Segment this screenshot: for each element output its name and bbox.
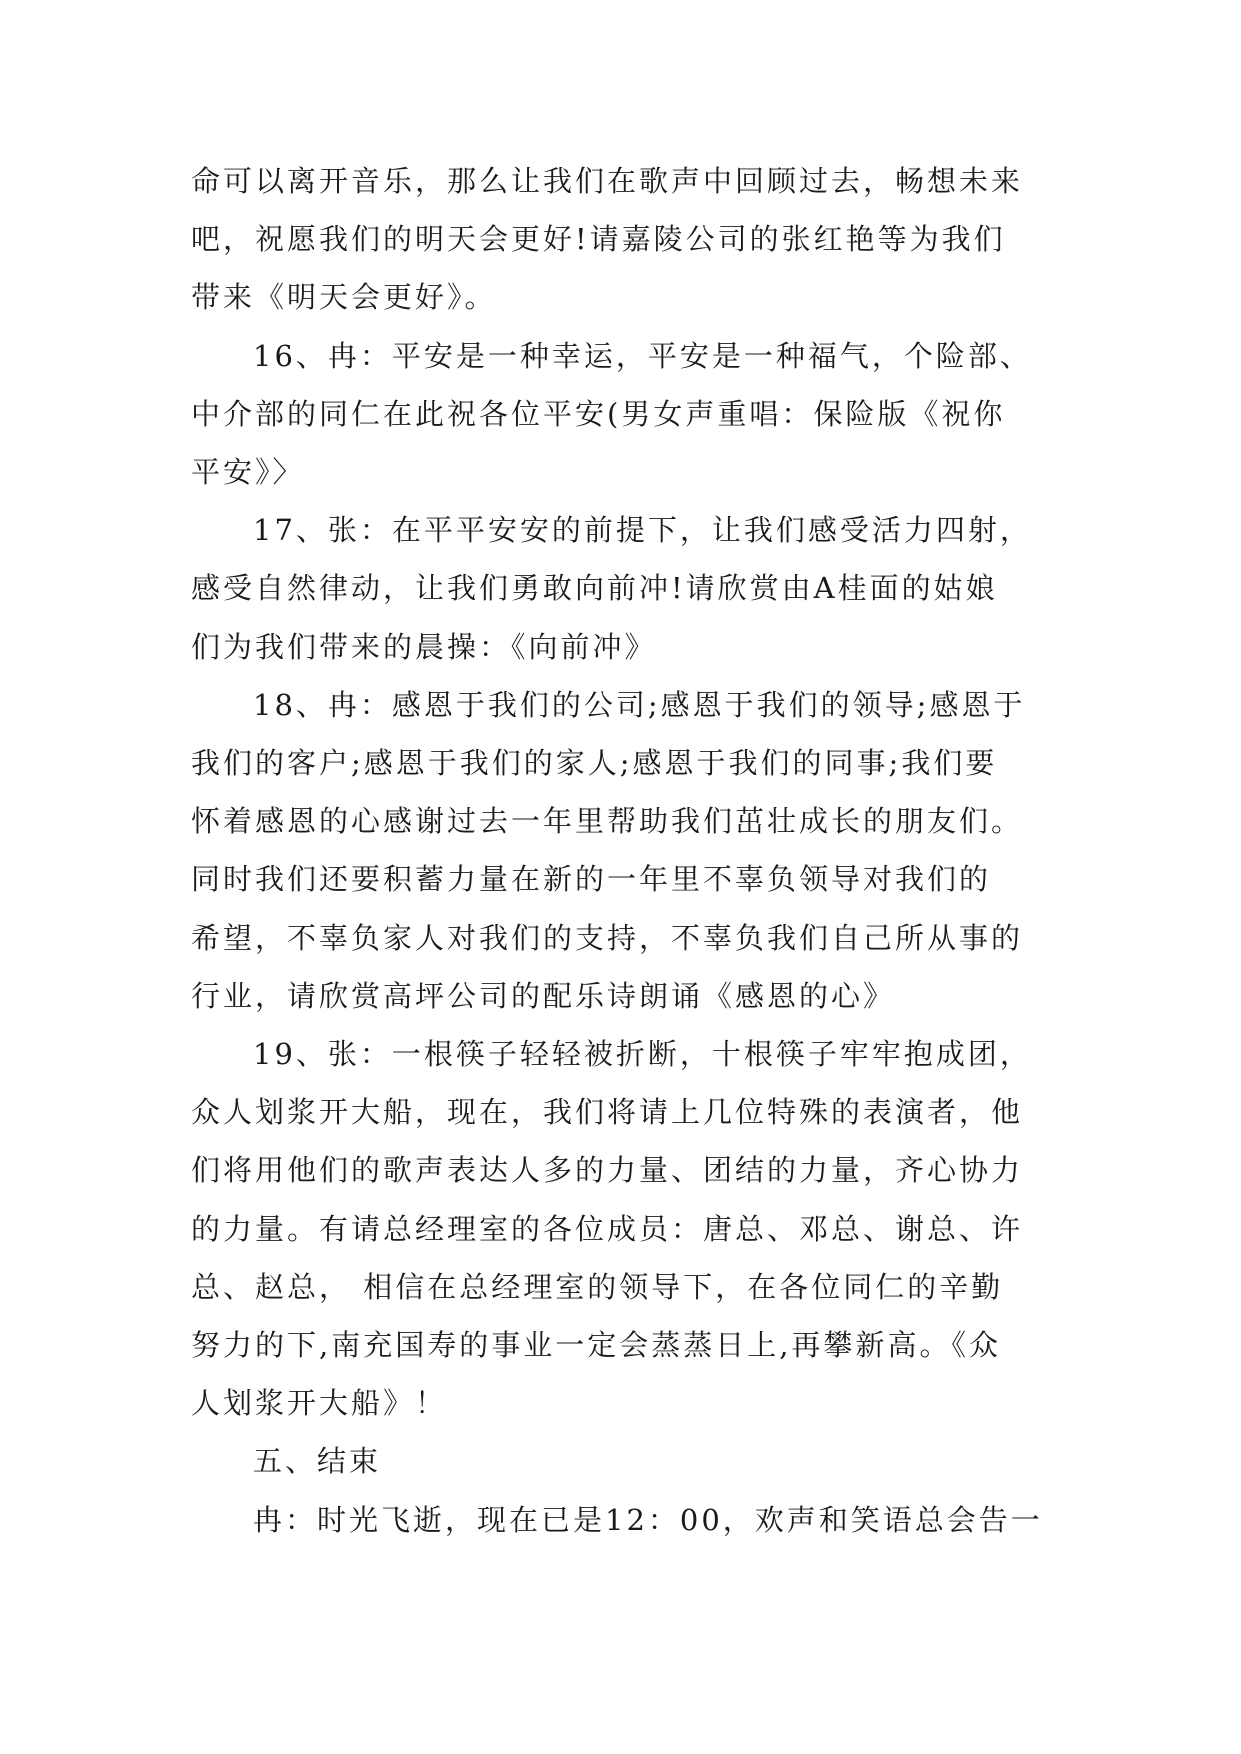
text-line: 带来《明天会更好》。 — [191, 280, 497, 315]
text-line: 同时我们还要积蓄力量在新的一年里不辜负领导对我们的 — [191, 862, 992, 897]
text-line: 18、冉：感恩于我们的公司;感恩于我们的领导;感恩于 — [253, 687, 1026, 722]
text-line: 众人划浆开大船，现在，我们将请上几位特殊的表演者，他 — [191, 1095, 1024, 1130]
text-line: 总、赵总， 相信在总经理室的领导下，在各位同仁的辛勤 — [191, 1269, 1004, 1304]
document-body — [191, 152, 1071, 1549]
text-line: 我们的客户;感恩于我们的家人;感恩于我们的同事;我们要 — [191, 746, 998, 781]
text-line: 行业，请欣赏高坪公司的配乐诗朗诵《感恩的心》 — [191, 978, 896, 1013]
paragraph-item-17 — [191, 501, 1071, 676]
text-line: 人划浆开大船》！ — [191, 1386, 448, 1421]
section-heading-ending — [191, 1432, 1071, 1490]
text-line: 希望，不辜负家人对我们的支持，不辜负我们自己所从事的 — [191, 920, 1024, 955]
text-line: 19、张：一根筷子轻轻被折断，十根筷子牢牢抱成团， — [253, 1037, 1032, 1072]
paragraph-continuation — [191, 152, 1071, 327]
text-line: 17、张：在平平安安的前提下，让我们感受活力四射， — [253, 513, 1032, 548]
text-line: 五、结束 — [253, 1444, 382, 1479]
text-line: 16、冉：平安是一种幸运，平安是一种福气，个险部、 — [253, 338, 1032, 373]
text-line: 怀着感恩的心感谢过去一年里帮助我们茁壮成长的朋友们。 — [191, 804, 1024, 839]
paragraph-item-16 — [191, 327, 1071, 502]
text-line: 中介部的同仁在此祝各位平安(男女声重唱：保险版《祝你 — [191, 396, 1006, 431]
text-line: 们为我们带来的晨操：《向前冲》 — [191, 629, 657, 664]
paragraph-closing — [191, 1491, 1071, 1549]
paragraph-item-18 — [191, 676, 1071, 1025]
text-line: 感受自然律动，让我们勇敢向前冲!请欣赏由A桂面的姑娘 — [191, 571, 998, 606]
text-line: 们将用他们的歌声表达人多的力量、团结的力量，齐心协力 — [191, 1153, 1024, 1188]
paragraph-item-19 — [191, 1025, 1071, 1432]
text-line: 努力的下,南充国寿的事业一定会蒸蒸日上,再攀新高。《众 — [191, 1328, 1001, 1363]
text-line: 吧，祝愿我们的明天会更好!请嘉陵公司的张红艳等为我们 — [191, 222, 1006, 257]
text-line: 命可以离开音乐，那么让我们在歌声中回顾过去，畅想未来 — [191, 164, 1024, 198]
text-line: 冉：时光飞逝，现在已是12：00，欢声和笑语总会告一 — [253, 1502, 1043, 1537]
text-line: 的力量。有请总经理室的各位成员：唐总、邓总、谢总、许 — [191, 1211, 1024, 1246]
text-line: 平安》〉 — [191, 455, 305, 490]
